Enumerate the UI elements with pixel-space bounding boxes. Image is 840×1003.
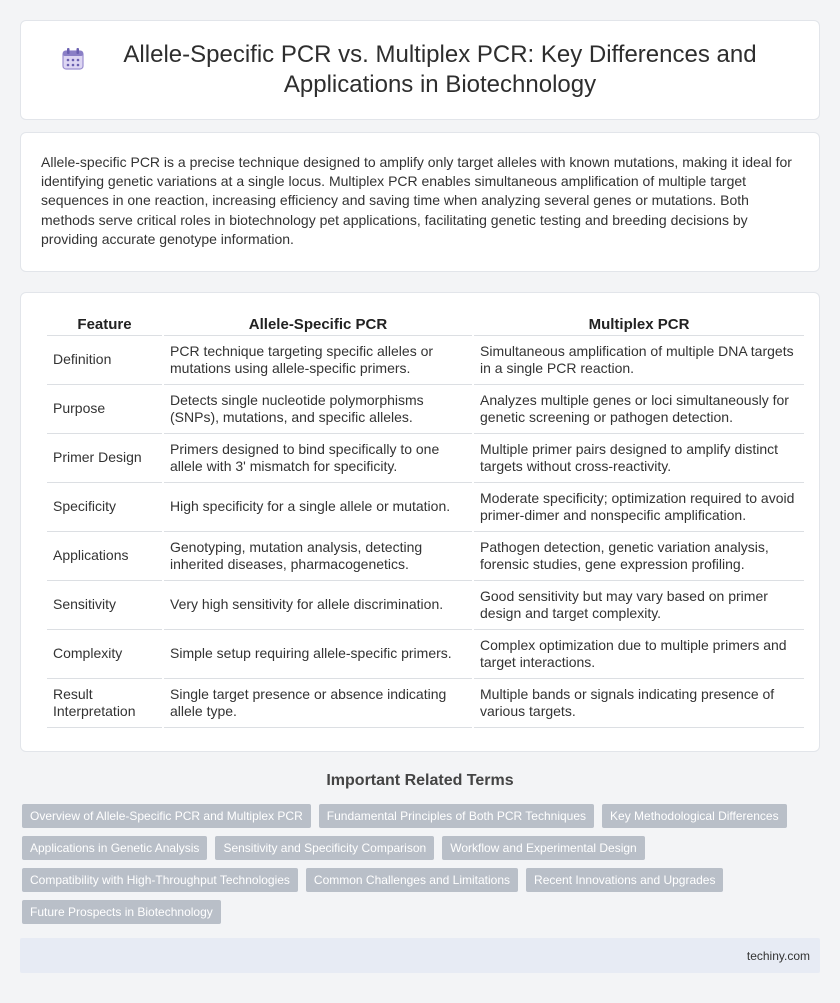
intro-paragraph: Allele-specific PCR is a precise technique designed to amplify only target alleles with known mutations, making it ideal for identifying genetic variations at a single locus. Multiplex PCR enables simultaneous amplification of multiple target sequences in one reaction, increasing efficiency and saving time when analyzing several genes or mutations. Both methods serve critical roles in biotechnology pet applications, facilitating genetic testing and breeding decisions by providing accurate genotype information. [41,154,792,247]
related-term-chip[interactable]: Workflow and Experimental Design [442,836,645,860]
allele-specific-cell: Primers designed to bind specifically to one allele with 3' mismatch for specificity. [164,434,472,483]
feature-cell: Result Interpretation [47,679,162,728]
intro-card [20,132,820,272]
footer [20,938,820,973]
feature-cell: Definition [47,336,162,385]
table-row [47,434,804,483]
comparison-card [20,292,820,752]
title-wrap [60,40,780,100]
related-term-chip[interactable]: Recent Innovations and Upgrades [526,868,723,892]
header-multiplex-pcr: Multiplex PCR [474,311,804,336]
header-card [20,20,820,120]
allele-specific-cell: PCR technique targeting specific alleles or mutations using allele-specific primers. [164,336,472,385]
allele-specific-cell: Genotyping, mutation analysis, detecting inherited diseases, pharmacogenetics. [164,532,472,581]
feature-cell: Applications [47,532,162,581]
multiplex-cell: Multiple bands or signals indicating presence of various targets. [474,679,804,728]
allele-specific-cell: Very high sensitivity for allele discrimination. [164,581,472,630]
feature-cell: Complexity [47,630,162,679]
feature-cell: Primer Design [47,434,162,483]
multiplex-cell: Good sensitivity but may vary based on primer design and target complexity. [474,581,804,630]
related-term-chip[interactable]: Applications in Genetic Analysis [22,836,207,860]
related-term-chip[interactable]: Future Prospects in Biotechnology [22,900,221,924]
feature-cell: Purpose [47,385,162,434]
feature-cell: Sensitivity [47,581,162,630]
related-term-chip[interactable]: Key Methodological Differences [602,804,787,828]
allele-specific-cell: Detects single nucleotide polymorphisms (SNPs), mutations, and specific alleles. [164,385,472,434]
calendar-icon [60,46,86,72]
related-terms-list [22,804,802,932]
feature-cell: Specificity [47,483,162,532]
table-row [47,679,804,728]
table-row [47,581,804,630]
page-title: Allele-Specific PCR vs. Multiplex PCR: Key Differences and Applications in Biotechnology [123,41,757,98]
related-term-chip[interactable]: Common Challenges and Limitations [306,868,518,892]
table-row [47,336,804,385]
table-row [47,385,804,434]
multiplex-cell: Moderate specificity; optimization required to avoid primer-dimer and nonspecific amplification. [474,483,804,532]
related-term-chip[interactable]: Overview of Allele-Specific PCR and Multiplex PCR [22,804,311,828]
table-row [47,483,804,532]
header-allele-specific-pcr: Allele-Specific PCR [164,311,472,336]
header-feature: Feature [47,311,162,336]
related-term-chip[interactable]: Sensitivity and Specificity Comparison [215,836,434,860]
table-row [47,630,804,679]
multiplex-cell: Multiple primer pairs designed to amplify distinct targets without cross-reactivity. [474,434,804,483]
allele-specific-cell: High specificity for a single allele or mutation. [164,483,472,532]
footer-site-link[interactable]: techiny.com [746,948,810,963]
allele-specific-cell: Single target presence or absence indicating allele type. [164,679,472,728]
multiplex-cell: Complex optimization due to multiple primers and target interactions. [474,630,804,679]
multiplex-cell: Pathogen detection, genetic variation analysis, forensic studies, gene expression profiling. [474,532,804,581]
multiplex-cell: Analyzes multiple genes or loci simultaneously for genetic screening or pathogen detection. [474,385,804,434]
related-term-chip[interactable]: Compatibility with High-Throughput Technologies [22,868,298,892]
related-terms-title: Important Related Terms [326,772,514,789]
allele-specific-cell: Simple setup requiring allele-specific primers. [164,630,472,679]
multiplex-cell: Simultaneous amplification of multiple DNA targets in a single PCR reaction. [474,336,804,385]
comparison-table [45,311,806,728]
table-header-row [47,311,804,336]
related-term-chip[interactable]: Fundamental Principles of Both PCR Techniques [319,804,594,828]
table-row [47,532,804,581]
